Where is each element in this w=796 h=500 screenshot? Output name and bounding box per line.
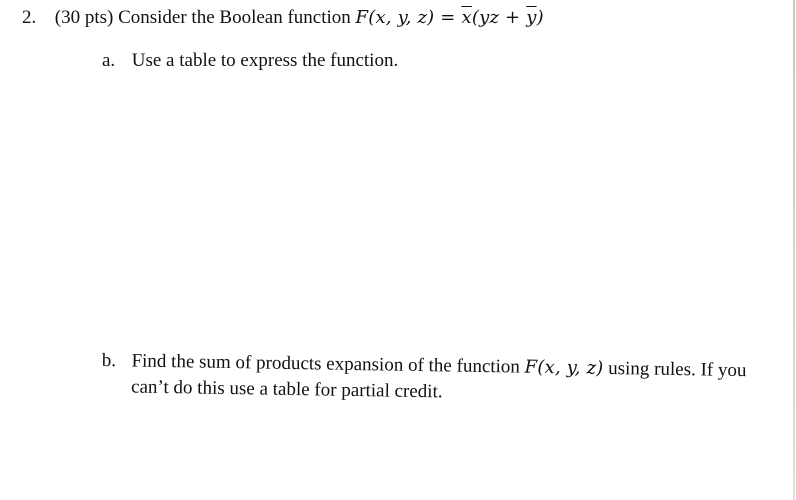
y-complement: $\overline{y}$ [526, 7, 537, 28]
part-b-answer-space [0, 400, 796, 500]
part-a-answer-space [0, 82, 796, 342]
part-a-text: Use a table to express the function. [131, 50, 399, 71]
scan-edge-mark [793, 0, 795, 500]
question-2 [22, 4, 782, 32]
question-intro: (30 pts) Consider the Boolean function [54, 7, 356, 28]
boolean-function-formula [356, 7, 544, 28]
part-b-function-name: F(x, y, z) [524, 356, 604, 379]
function-close-expression: ) [536, 7, 544, 28]
question-number: 2. [22, 7, 37, 28]
part-b-label: b. [101, 349, 117, 372]
part-b-text-before-math: Find the sum of products expansion of the function [131, 350, 525, 378]
function-left-side: F(x, y, z) = [355, 7, 462, 28]
function-open-expression: (yz + [471, 7, 527, 28]
x-complement: $\overline{x}$ [461, 7, 472, 28]
part-a-prompt [102, 48, 752, 74]
part-a-label: a. [102, 50, 116, 71]
part-b-text-after-math: using rules. If you can’t do this use a table for partial credit. [130, 357, 747, 403]
